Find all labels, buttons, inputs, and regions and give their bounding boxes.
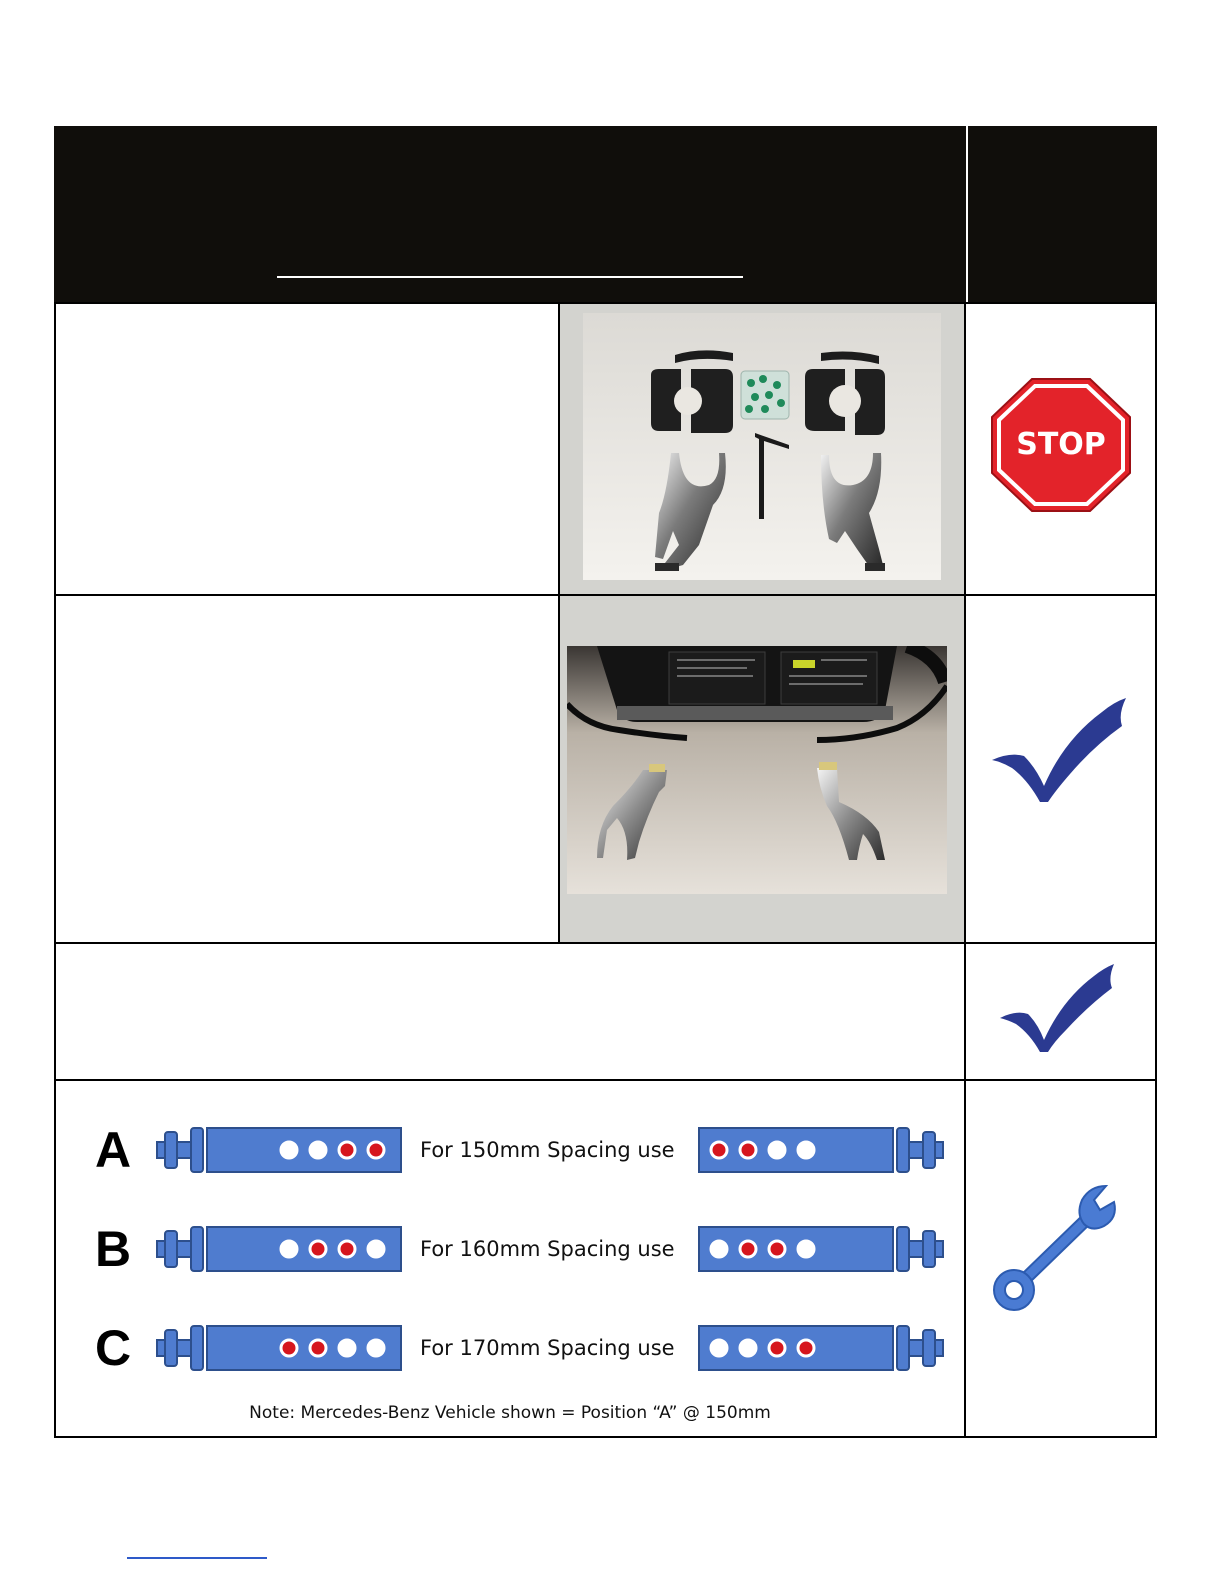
rod-hole-white bbox=[310, 1142, 326, 1158]
rod-left bbox=[155, 1124, 409, 1176]
rod-hole-white bbox=[769, 1142, 785, 1158]
rod-left bbox=[155, 1322, 409, 1374]
rod-right bbox=[697, 1223, 951, 1275]
stop-sign-icon bbox=[990, 377, 1132, 513]
spacing-label: For 150mm Spacing use bbox=[420, 1138, 675, 1162]
wrench-icon bbox=[990, 1182, 1126, 1314]
stop-sign-label: STOP bbox=[1016, 427, 1106, 462]
parts-kit-photo bbox=[583, 313, 941, 580]
rod-hole-red bbox=[310, 1340, 326, 1356]
monitor-brackets-illustration bbox=[567, 646, 947, 894]
rod-left bbox=[155, 1223, 409, 1275]
table-header-side bbox=[968, 126, 1157, 304]
spacing-note: Note: Mercedes-Benz Vehicle shown = Position “A” @ 150mm bbox=[249, 1403, 771, 1423]
row-divider bbox=[54, 942, 1157, 944]
row-divider bbox=[54, 1079, 1157, 1081]
rod-right bbox=[697, 1322, 951, 1374]
position-letter: A bbox=[95, 1122, 132, 1178]
rod-hole-red bbox=[368, 1142, 384, 1158]
rod-hole-red bbox=[310, 1241, 326, 1257]
header-underline bbox=[277, 276, 743, 278]
parts-kit-illustration bbox=[583, 313, 941, 580]
rod-hole-white bbox=[711, 1340, 727, 1356]
spacing-label: For 170mm Spacing use bbox=[420, 1336, 675, 1360]
rod-hole-red bbox=[769, 1340, 785, 1356]
spacing-row-b bbox=[95, 1221, 955, 1277]
rod-right bbox=[697, 1124, 951, 1176]
row-divider bbox=[54, 1436, 1157, 1438]
table-border-right bbox=[1155, 302, 1157, 1438]
rod-hole-white bbox=[339, 1340, 355, 1356]
checkmark-icon bbox=[990, 694, 1128, 804]
rod-hole-red bbox=[740, 1241, 756, 1257]
table-border-left bbox=[54, 302, 56, 1438]
rod-hole-white bbox=[281, 1142, 297, 1158]
position-letter: C bbox=[95, 1320, 132, 1376]
photo-panel bbox=[560, 304, 964, 594]
position-letter: B bbox=[95, 1221, 132, 1277]
spacing-row-a bbox=[95, 1122, 955, 1178]
rod-hole-red bbox=[711, 1142, 727, 1158]
rod-hole-white bbox=[798, 1142, 814, 1158]
rod-hole-white bbox=[368, 1340, 384, 1356]
rod-hole-red bbox=[769, 1241, 785, 1257]
monitor-brackets-photo bbox=[567, 646, 947, 894]
rod-hole-white bbox=[368, 1241, 384, 1257]
rod-hole-white bbox=[740, 1340, 756, 1356]
spacing-row-c bbox=[95, 1320, 955, 1376]
spacing-label: For 160mm Spacing use bbox=[420, 1237, 675, 1261]
rod-hole-white bbox=[281, 1241, 297, 1257]
rod-hole-red bbox=[339, 1241, 355, 1257]
checkmark-icon bbox=[998, 962, 1116, 1054]
photo-panel bbox=[560, 596, 964, 942]
rod-hole-white bbox=[711, 1241, 727, 1257]
column-divider bbox=[964, 302, 966, 1438]
rod-hole-red bbox=[798, 1340, 814, 1356]
rod-hole-white bbox=[798, 1241, 814, 1257]
rod-hole-red bbox=[339, 1142, 355, 1158]
rod-hole-red bbox=[281, 1340, 297, 1356]
rod-hole-red bbox=[740, 1142, 756, 1158]
footer-link[interactable] bbox=[127, 1557, 267, 1559]
